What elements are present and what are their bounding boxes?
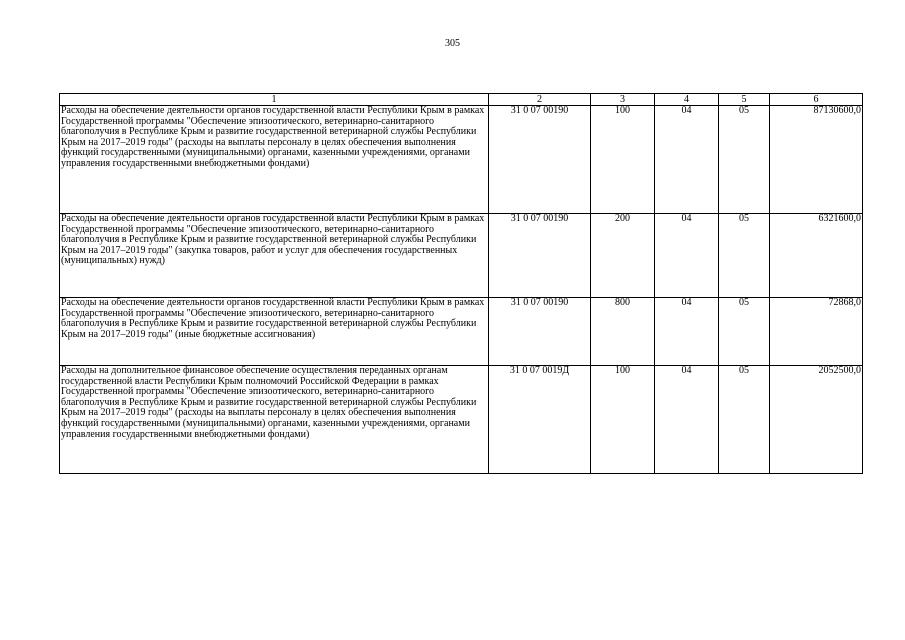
amount-value: 2052500,0 [770,366,863,474]
expense-type-code: 100 [591,366,655,474]
expense-description: Расходы на обеспечение деятельности органов государственной власти Республики Крым в рамках Государственной программы "Обеспечение эпизоотического, ветеринарно-санитарного благополучия в Республике Крым и развитие государственной ветеринарной службы Республики Крым на 2017–2019 годы" (закупка товаров, работ и услуг для обеспечения государственных (муниципальных) нужд) [60,214,489,298]
section-code: 04 [655,366,719,474]
subsection-code: 05 [719,106,770,214]
column-header-subsection: 5 [719,94,770,106]
table-row [60,106,863,214]
subsection-code: 05 [719,298,770,366]
expense-type-code: 800 [591,298,655,366]
page-number: 305 [445,38,460,49]
section-code: 04 [655,298,719,366]
table-row [60,298,863,366]
column-header-code: 2 [489,94,591,106]
amount-value: 6321600,0 [770,214,863,298]
section-code: 04 [655,214,719,298]
subsection-code: 05 [719,214,770,298]
target-article-code: 31 0 07 0019Д [489,366,591,474]
target-article-code: 31 0 07 00190 [489,214,591,298]
column-header-name: 1 [60,94,489,106]
target-article-code: 31 0 07 00190 [489,106,591,214]
expense-description: Расходы на обеспечение деятельности органов государственной власти Республики Крым в рамках Государственной программы "Обеспечение эпизоотического, ветеринарно-санитарного благополучия в Республике Крым и развитие государственной ветеринарной службы Республики Крым на 2017–2019 годы" (иные бюджетные ассигнования) [60,298,489,366]
column-header-amount: 6 [770,94,863,106]
table-row [60,214,863,298]
subsection-code: 05 [719,366,770,474]
header-row [60,94,863,106]
expense-type-code: 200 [591,214,655,298]
amount-value: 87130600,0 [770,106,863,214]
column-header-expense-type: 3 [591,94,655,106]
budget-table [59,93,863,474]
table-row [60,366,863,474]
column-header-section: 4 [655,94,719,106]
expense-type-code: 100 [591,106,655,214]
expense-description: Расходы на обеспечение деятельности органов государственной власти Республики Крым в рамках Государственной программы "Обеспечение эпизоотического, ветеринарно-санитарного благополучия в Республике Крым и развитие государственной ветеринарной службы Республики Крым на 2017–2019 годы" (расходы на выплаты персоналу в целях обеспечения выполнения функций государственными (муниципальными) органами, казенными учреждениями, органами управления государственными внебюджетными фондами) [60,106,489,214]
amount-value: 72868,0 [770,298,863,366]
expense-description: Расходы на дополнительное финансовое обеспечение осуществления переданных органам государственной власти Республики Крым полномочий Российской Федерации в рамках Государственной программы "Обеспечение эпизоотического, ветеринарно-санитарного благополучия в Республике Крым и развитие государственной ветеринарной службы Республики Крым на 2017–2019 годы" (расходы на выплаты персоналу в целях обеспечения выполнения функций государственными (муниципальными) органами, казенными учреждениями, органами управления государственными внебюджетными фондами) [60,366,489,474]
target-article-code: 31 0 07 00190 [489,298,591,366]
section-code: 04 [655,106,719,214]
